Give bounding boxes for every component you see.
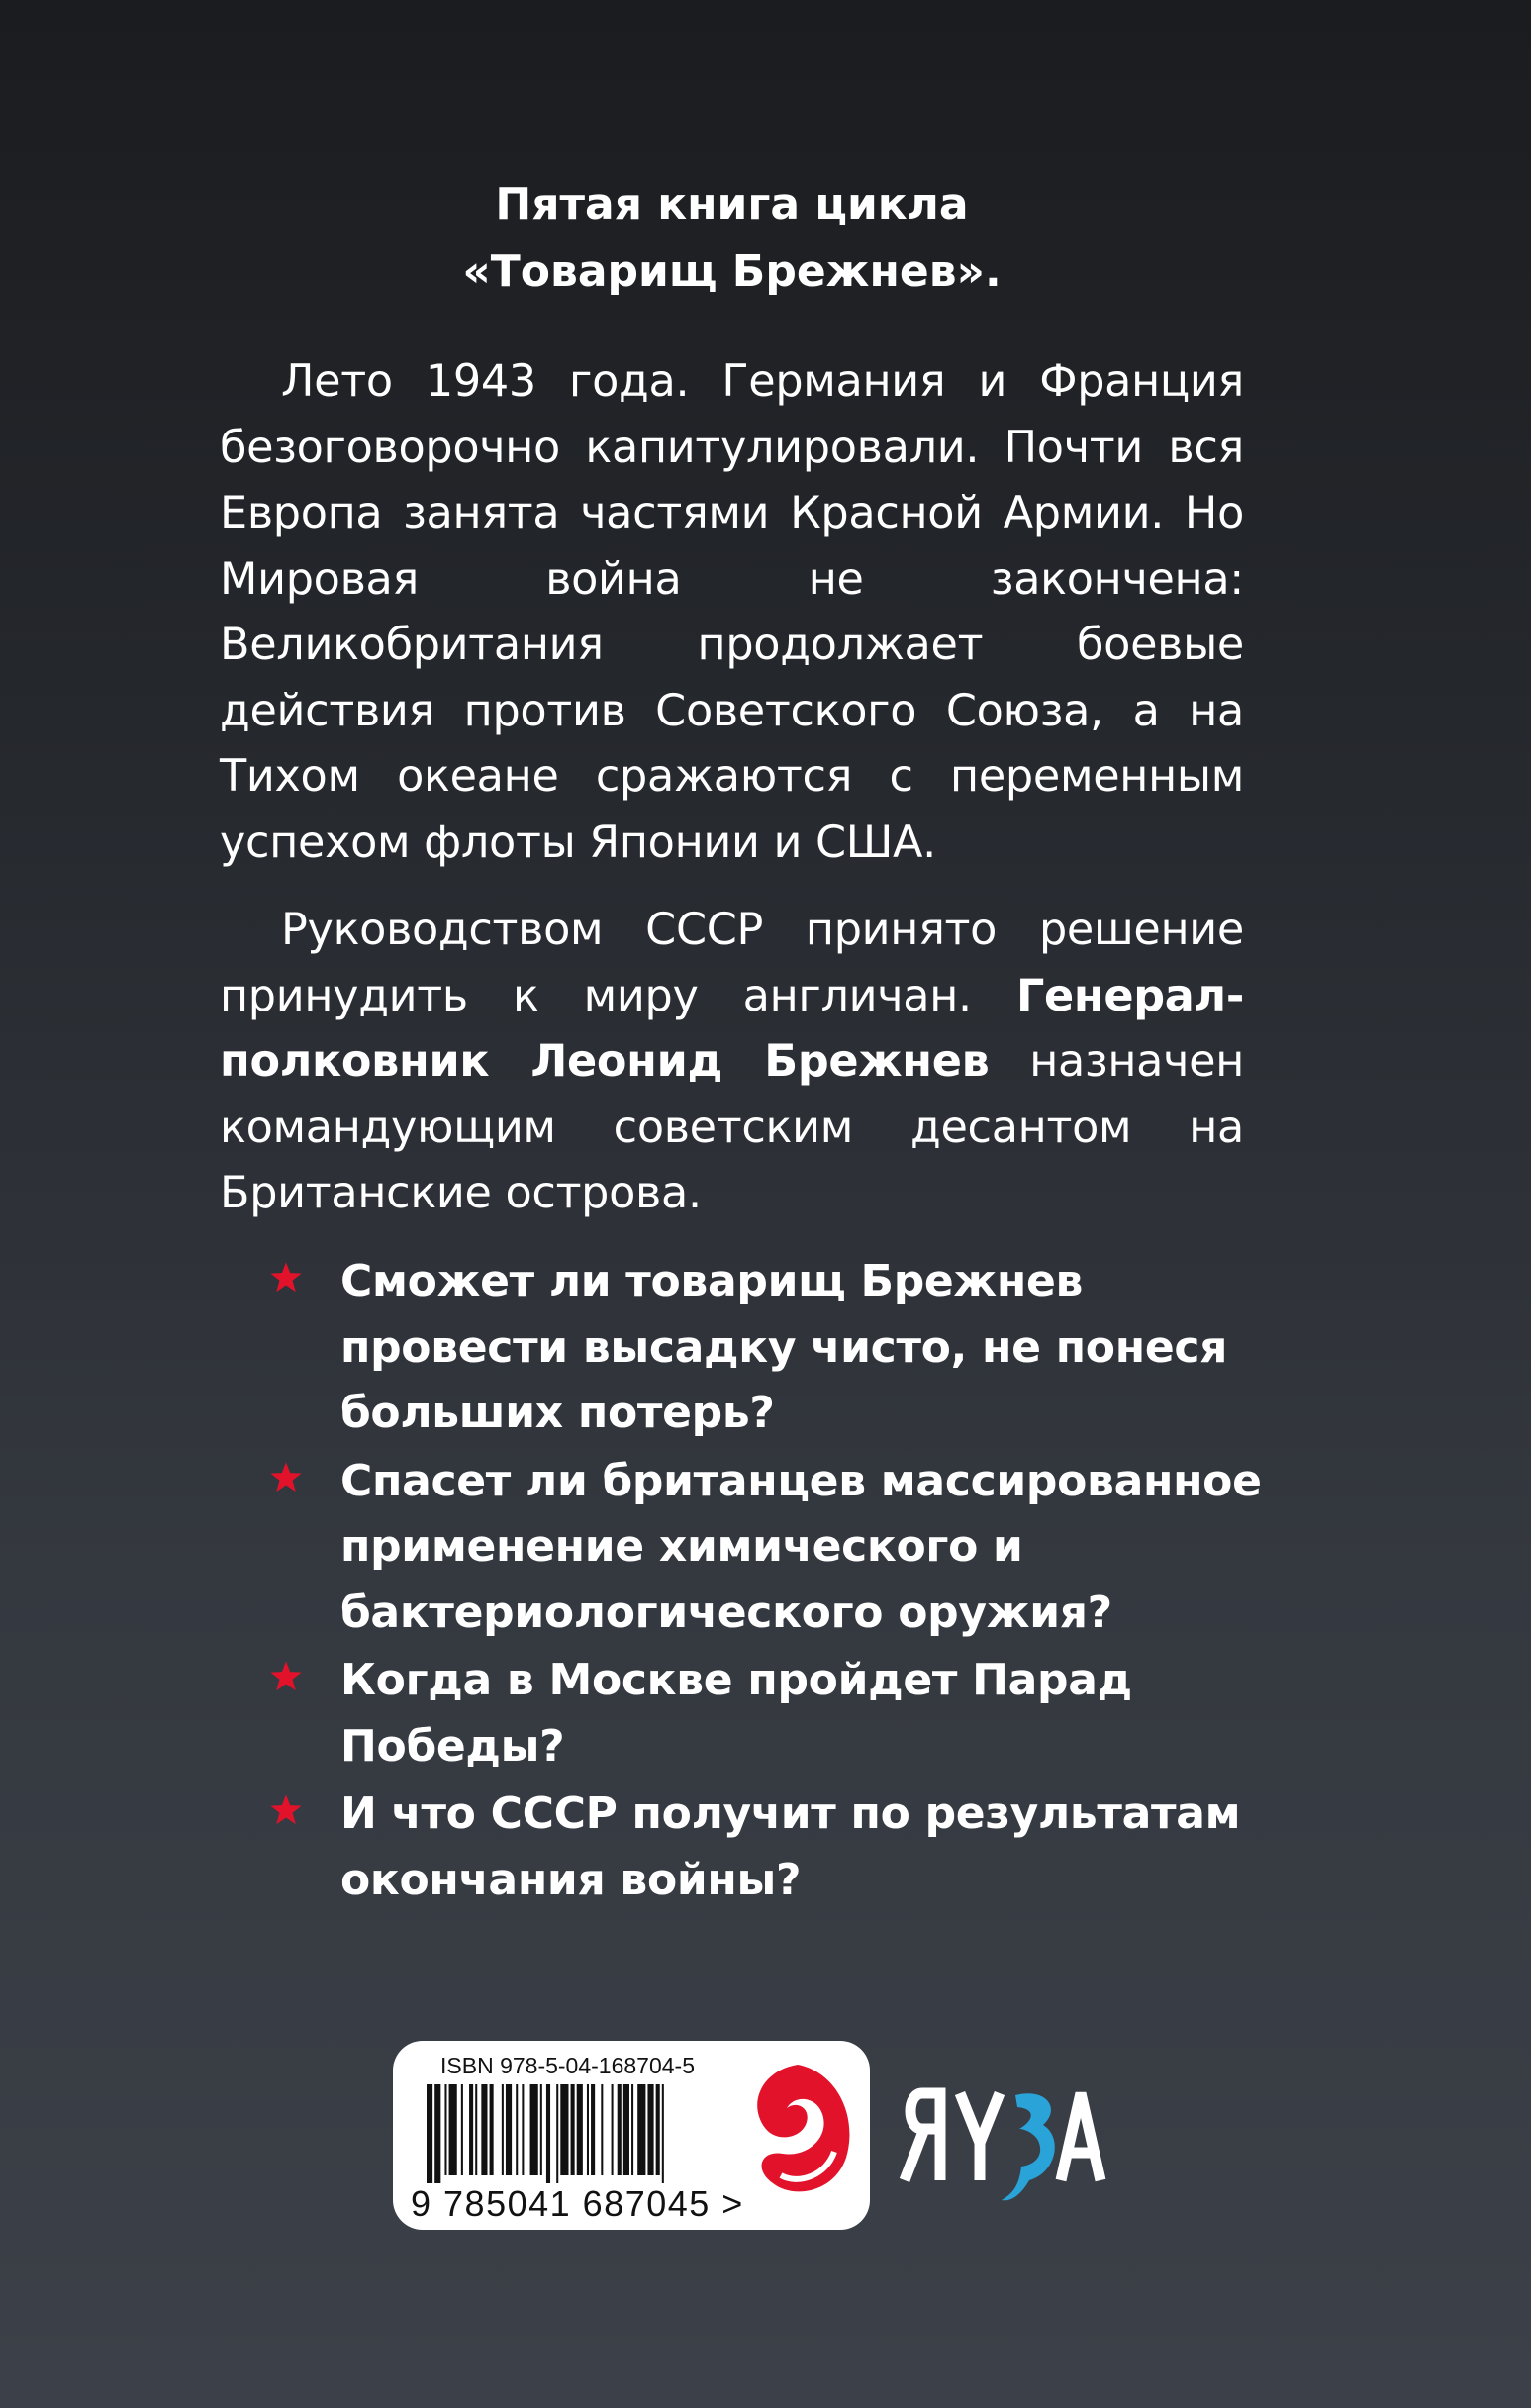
barcode-bar: [647, 2084, 653, 2175]
question-item: [269, 1782, 1279, 1913]
barcode-bar: [516, 2084, 518, 2175]
barcode-bar: [577, 2084, 583, 2175]
synopsis-paragraph-2: [220, 898, 1244, 1227]
barcode-bar: [461, 2084, 463, 2175]
barcode-bar: [530, 2084, 538, 2175]
barcode-bar: [540, 2084, 542, 2175]
paragraph-2-part-2: назначен командующим советским десантом на Британские острова.: [220, 1036, 1244, 1218]
barcode-bar: [618, 2084, 622, 2175]
barcode-bar: [556, 2084, 558, 2183]
barcode-bar: [587, 2084, 589, 2175]
barcode-graphic: [423, 2084, 719, 2183]
book-series-title: [220, 171, 1244, 306]
barcode-bar: [612, 2084, 614, 2175]
barcode-bar: [444, 2084, 446, 2175]
ean-digits: 9 785041 687045 >: [411, 2183, 744, 2224]
question-text: И что СССР получит по результатам окончания войны?: [340, 1788, 1241, 1905]
barcode-bar: [449, 2084, 457, 2175]
yauza-logo-icon: [899, 2064, 1116, 2202]
paragraph-2-part-1: Руководством СССР принято решение принудить к миру англичан.: [220, 905, 1244, 1021]
barcode-bar: [560, 2084, 568, 2175]
barcode-bar: [469, 2084, 473, 2175]
barcode-bar: [490, 2084, 494, 2175]
paragraph-2-bold-name: Генерал-полковник Леонид Брежнев: [220, 970, 1244, 1087]
barcode-bar: [427, 2084, 432, 2183]
barcode-bar: [601, 2084, 603, 2175]
question-text: Спасет ли британцев массированное применение химического и бактериологического оружия?: [340, 1455, 1262, 1638]
question-item: [269, 1249, 1279, 1447]
title-line-2: «Товарищ Брежнев».: [462, 246, 1002, 297]
barcode-bar: [662, 2084, 664, 2183]
red-star-icon: [269, 1660, 303, 1693]
barcode-bar: [481, 2084, 487, 2175]
synopsis-paragraph-1: Лето 1943 года. Германия и Франция безоговорочно капитулировали. Почти вся Европа занята частями Красной Армии. Но Мировая война не закончена: Великобритания продолжает боевые действия против Советского Союза, а на Тихом океане сражаются с переменным успехом флоты Японии и США.: [220, 356, 1244, 868]
barcode-bar: [506, 2084, 512, 2175]
barcode-bar: [656, 2084, 660, 2175]
question-list: [269, 1249, 1279, 1915]
red-star-icon: [269, 1793, 303, 1827]
barcode-bar: [631, 2084, 633, 2175]
barcode-bar: [522, 2084, 524, 2175]
barcode-bar: [475, 2084, 477, 2175]
isbn-label: ISBN 978-5-04-168704-5: [440, 2053, 695, 2078]
question-text: Сможет ли товарищ Брежнев провести высадку чисто, не понеся больших потерь?: [340, 1256, 1228, 1438]
barcode-bar: [434, 2084, 440, 2183]
question-item: [269, 1648, 1279, 1780]
barcode-bar: [637, 2084, 645, 2175]
barcode-bar: [623, 2084, 629, 2175]
eksmo-logo-icon: [743, 2059, 852, 2212]
red-star-icon: [269, 1461, 303, 1494]
barcode-bar: [502, 2084, 504, 2175]
barcode-bar: [546, 2084, 550, 2183]
barcode-bar: [591, 2084, 595, 2175]
question-item: [269, 1449, 1279, 1647]
red-star-icon: [269, 1261, 303, 1295]
barcode-panel: [393, 2041, 870, 2230]
title-line-1: Пятая книга цикла: [495, 179, 969, 230]
question-text: Когда в Москве пройдет Парад Победы?: [340, 1655, 1132, 1772]
barcode-bar: [571, 2084, 575, 2175]
